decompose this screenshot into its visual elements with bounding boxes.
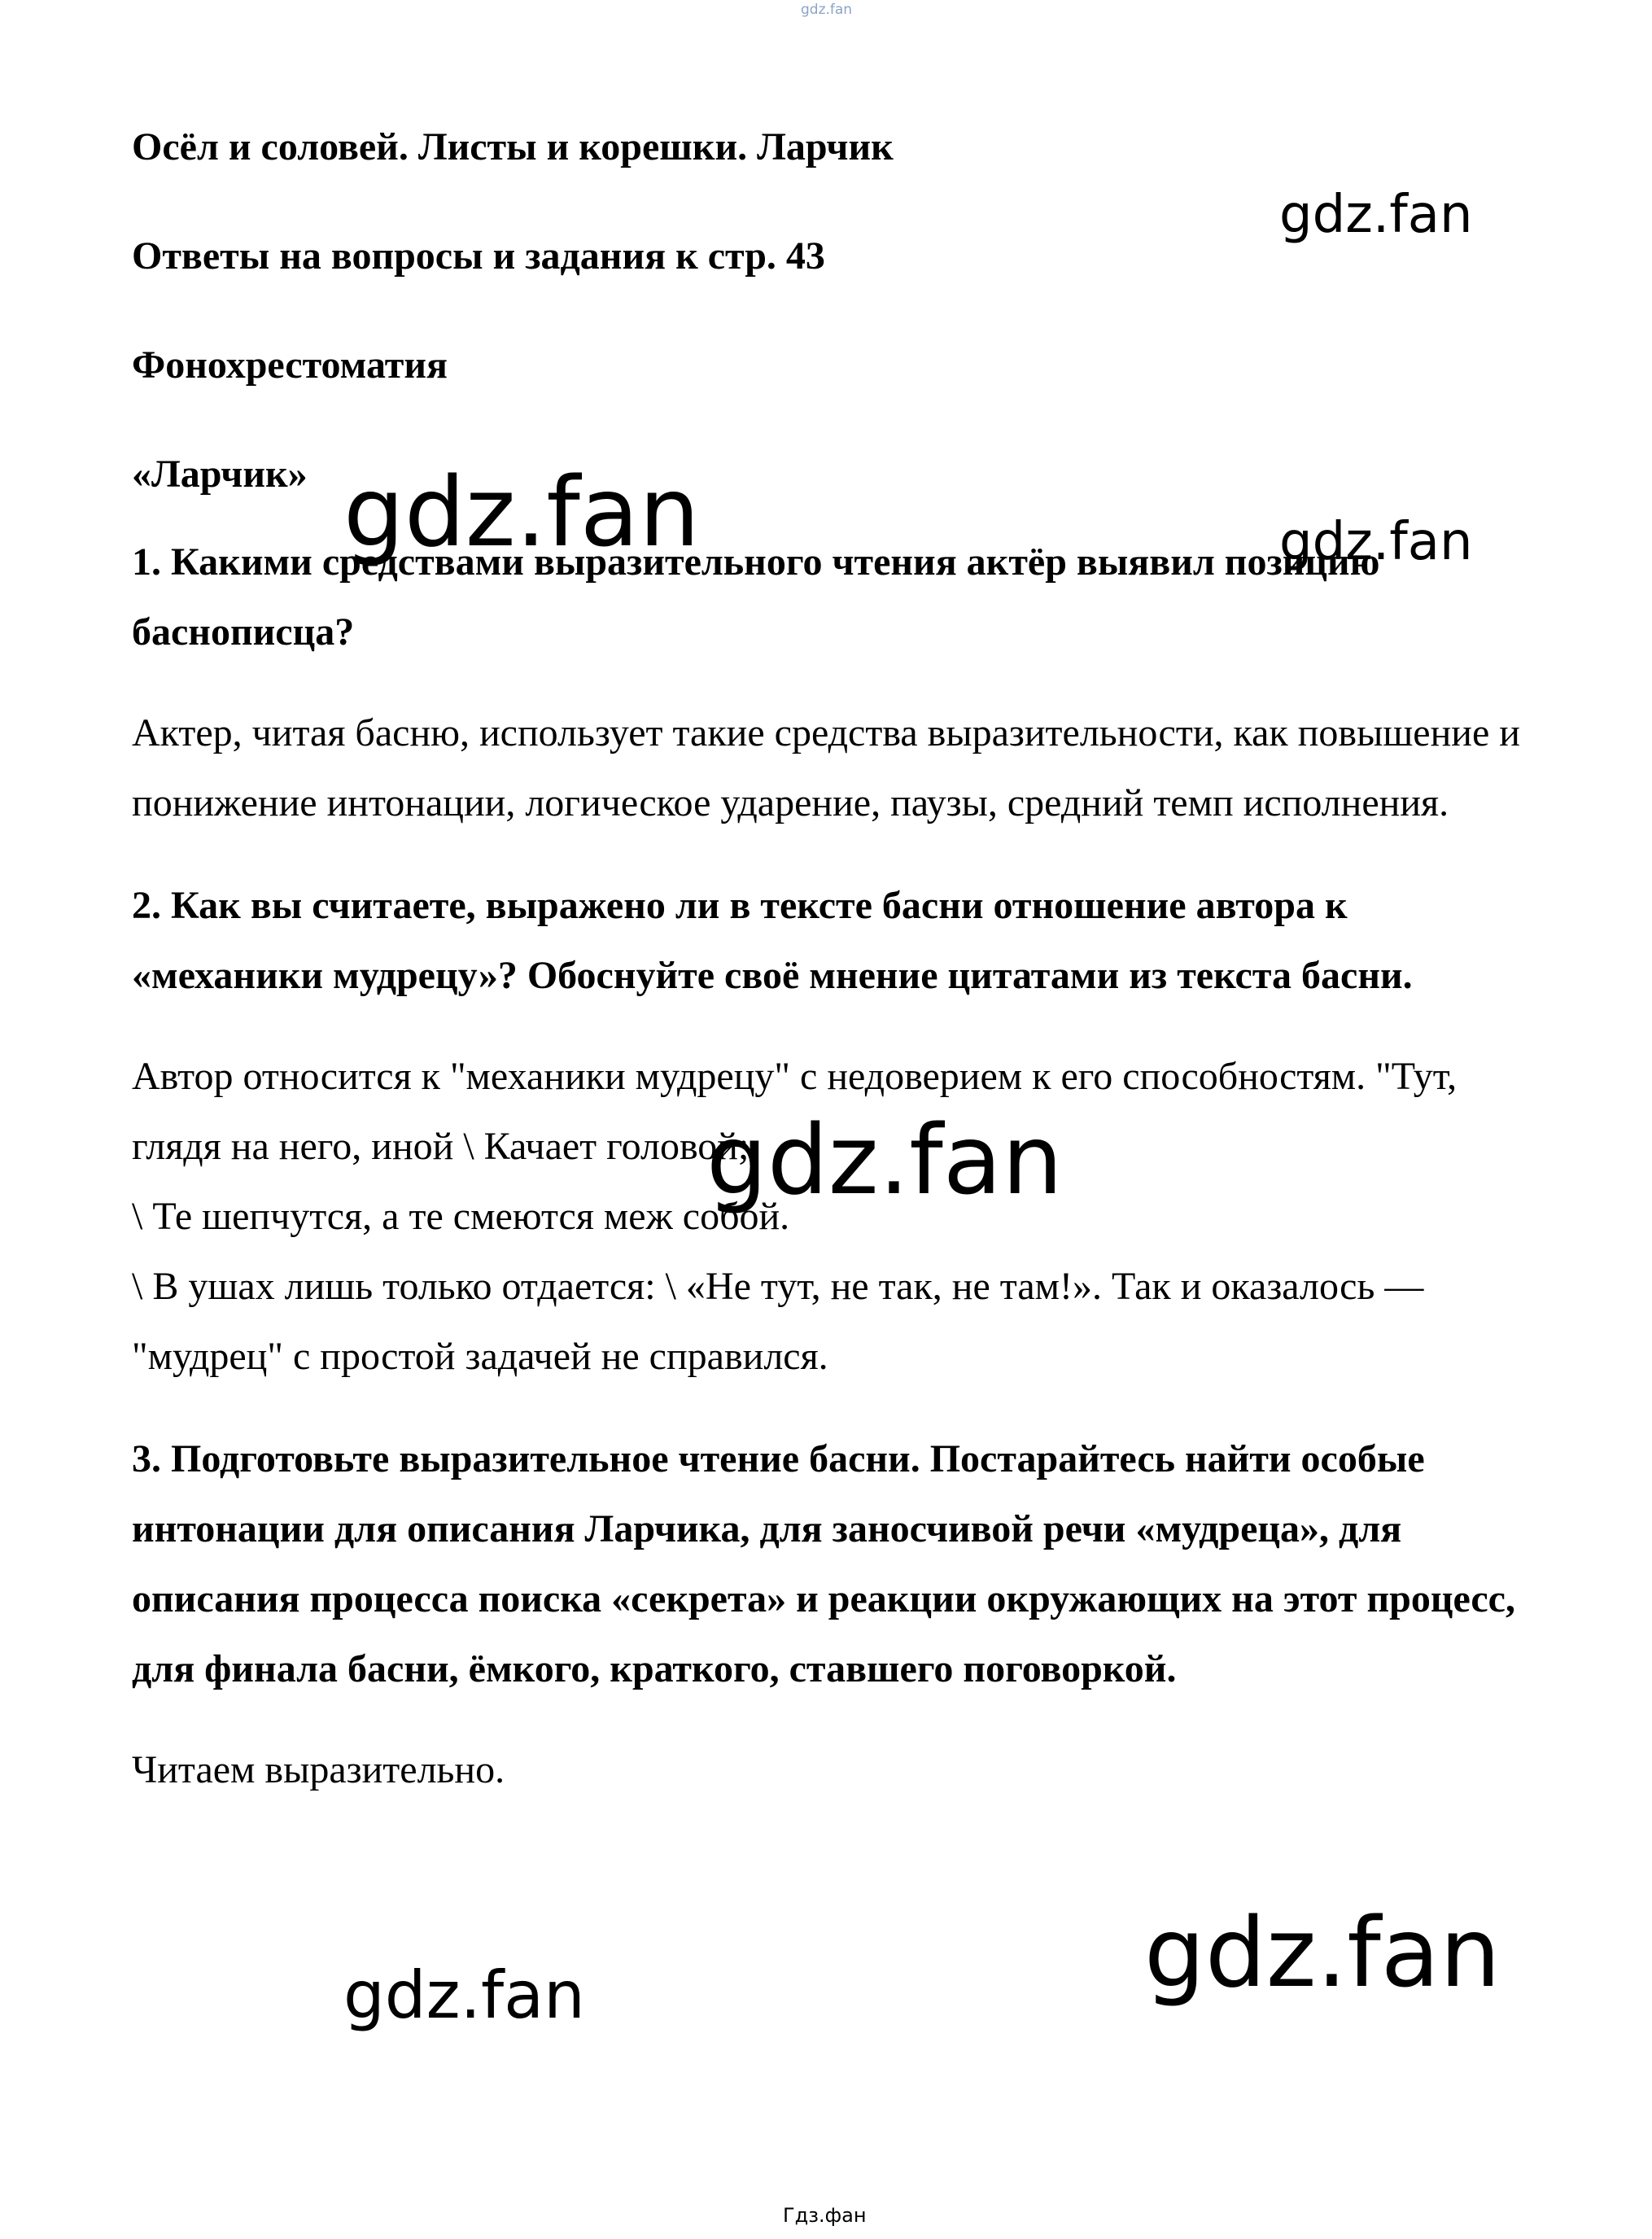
answer-1 [132, 698, 1548, 838]
section-title: Фонохрестоматия [132, 343, 448, 387]
page-footer: Гдз.фан [783, 2204, 867, 2227]
document-page [132, 112, 1548, 1843]
answer-2-line: \ В ушах лишь только отдается: \ «Не тут, не так, не там!». Так и оказалось — "мудрец" с простой задачей не справился. [132, 1265, 1424, 1378]
document-subtitle: Ответы на вопросы и задания к стр. 43 [132, 234, 825, 278]
answer-1-line: Актер, читая басню, использует такие средства выразительности, как повышение и понижение интонации, логическое ударение, паузы, средний темп исполнения. [132, 711, 1520, 824]
question-1: 1. Какими средствами выразительного чтения актёр выявил позицию баснописца? [132, 540, 1380, 654]
answer-2 [132, 1042, 1548, 1392]
watermark: gdz.fan [343, 456, 700, 568]
answer-2-line: \ Те шепчутся, а те смеются меж собой. [132, 1195, 790, 1238]
top-watermark: gdz.fan [801, 2, 853, 18]
question-2: 2. Как вы считаете, выражено ли в тексте басни отношение автора к «механики мудрецу»? Обоснуйте своё мнение цитатами из текста басни. [132, 884, 1413, 997]
document-title: Осёл и соловей. Листы и корешки. Ларчик [132, 125, 894, 168]
answer-3 [132, 1735, 1548, 1805]
answer-3-line: Читаем выразительно. [132, 1748, 505, 1791]
watermark: gdz.fan [706, 1104, 1063, 1216]
watermark: gdz.fan [1279, 185, 1473, 245]
answer-2-line: Автор относится к "механики мудрецу" с недоверием к его способностям. "Тут, глядя на него, иной \ Качает головой; [132, 1055, 1458, 1168]
watermark: gdz.fan [343, 1957, 585, 2033]
watermark: gdz.fan [1279, 512, 1473, 572]
question-3: 3. Подготовьте выразительное чтение басни. Постарайтесь найти особые интонации для описания Ларчика, для заносчивой речи «мудреца», для описания процесса поиска «секрета» и реакции окружающих на этот процесс, для финала басни, ёмкого, краткого, ставшего поговоркой. [132, 1437, 1515, 1690]
watermark: gdz.fan [1144, 1896, 1501, 2009]
piece-title: «Ларчик» [132, 453, 308, 496]
